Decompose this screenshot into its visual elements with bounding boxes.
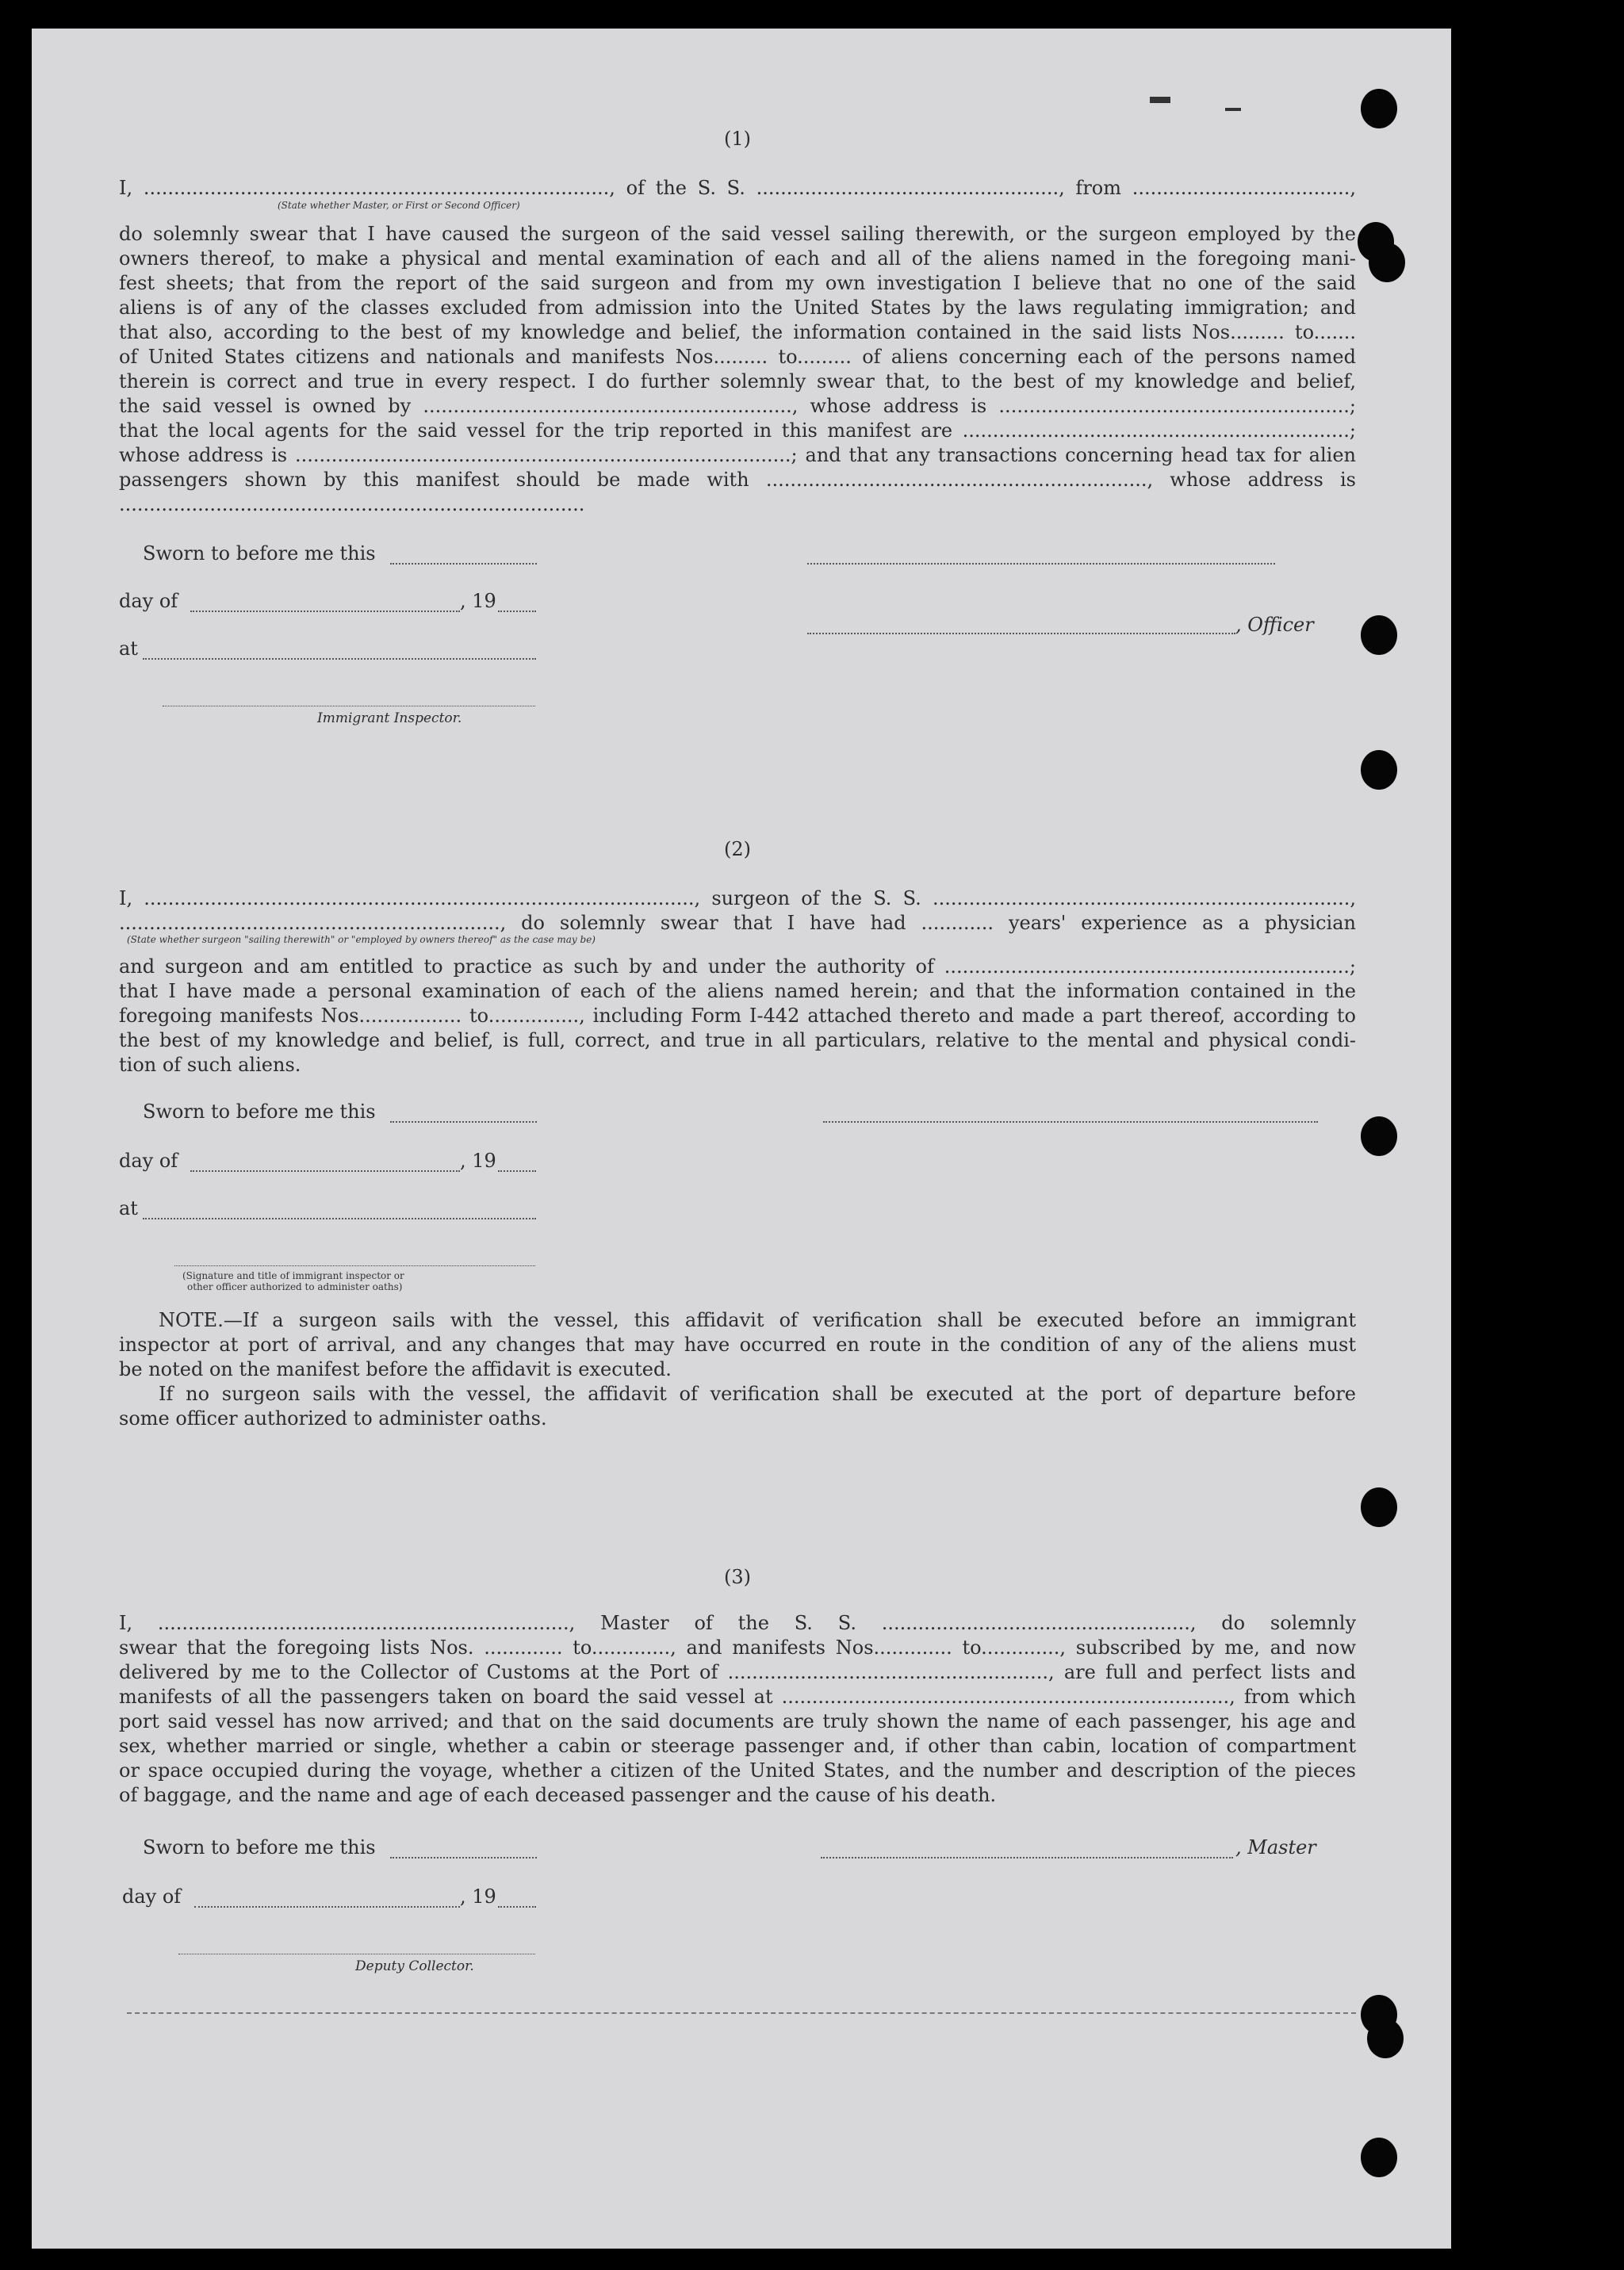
oath-line: delivered by me to the Collector of Customs at the Port of ....................................................., are full and perfect lists and: [119, 1661, 1356, 1683]
oath-line: I, ..........................................................................................., surgeon of the S. S. .....................................................................,: [119, 887, 1356, 909]
officer-signature-line-1: [807, 563, 1275, 565]
day-of-field: [194, 1906, 460, 1908]
oath-line: manifests of all the passengers taken on board the said vessel at .........................................................................., from which: [119, 1686, 1356, 1708]
day-of-label: day of: [119, 1150, 178, 1172]
oath-line: that the local agents for the said vessel for the trip reported in this manifest are ................................................................;: [119, 419, 1356, 442]
oath-line: port said vessel has now arrived; and that on the said documents are truly shown the name of each passenger, his age and: [119, 1710, 1356, 1732]
note-line: be noted on the manifest before the affidavit is executed.: [119, 1358, 672, 1380]
year-label: , 19: [460, 1150, 496, 1172]
sworn-label: Sworn to before me this: [143, 542, 376, 565]
punch-hole: [1361, 89, 1397, 128]
oath-line: and surgeon and am entitled to practice as such by and under the authority of ...................................................................;: [119, 955, 1356, 978]
master-caption: , Master: [1235, 1836, 1316, 1858]
officer-signature-line: [807, 633, 1235, 634]
oath-line: ..............................................................., do solemnly swear that I have had ............ years' experience as a physician: [119, 912, 1356, 934]
oath-line: or space occupied during the voyage, whether a citizen of the United States, and the number and description of the pieces: [119, 1759, 1356, 1782]
oath-line: tion of such aliens.: [119, 1054, 301, 1076]
oath-line: I, ............................................................................., of the S. S. .................................................., from ....................................,: [119, 177, 1356, 199]
officer-signature-line: [174, 1265, 535, 1266]
field-caption: (State whether surgeon "sailing therewith" or "employed by owners thereof" as the case may be): [127, 934, 596, 945]
at-field: [143, 1218, 536, 1219]
inspector-caption: Immigrant Inspector.: [317, 710, 462, 726]
year-field: [498, 611, 536, 612]
oath-line: the best of my knowledge and belief, is full, correct, and true in all particulars, relative to the mental and physical condi-: [119, 1029, 1356, 1051]
oath-line: the said vessel is owned by ............................................................., whose address is ..........................................................;: [119, 395, 1356, 417]
day-of-field: [190, 611, 460, 612]
year-label: , 19: [460, 1885, 496, 1908]
oath-line: .............................................................................: [119, 493, 585, 515]
at-label: at: [119, 1197, 138, 1219]
officer-label: [1235, 614, 1314, 636]
officer-caption: , Officer: [1235, 614, 1314, 636]
punch-hole: [1361, 1487, 1397, 1527]
punch-hole: [1361, 750, 1397, 790]
bottom-rule: [127, 2012, 1356, 2014]
oath-line: that also, according to the best of my knowledge and belief, the information contained in the said lists Nos......... to.......: [119, 321, 1356, 343]
sworn-label: Sworn to before me this: [143, 1101, 376, 1123]
oath-line: passengers shown by this manifest should be made with ..............................................................., whose address is: [119, 469, 1356, 491]
oath-line: of United States citizens and nationals and manifests Nos......... to......... of aliens concerning each of the persons named: [119, 346, 1356, 368]
form-sheet: [32, 29, 1451, 2249]
punch-hole: [1361, 615, 1397, 655]
sworn-date-field: [390, 1857, 537, 1858]
section-number: (3): [724, 1566, 751, 1588]
oath-line: foregoing manifests Nos................. to..............., including Form I-442 attached thereto and made a part thereof, according to: [119, 1005, 1356, 1027]
ink-speck: [1225, 108, 1241, 111]
oath-line: sex, whether married or single, whether a cabin or steerage passenger and, if other than cabin, location of compartment: [119, 1735, 1356, 1757]
signature-caption: other officer authorized to administer oaths): [187, 1281, 403, 1292]
signature-caption: (Signature and title of immigrant inspector or: [182, 1270, 404, 1281]
at-field: [143, 658, 536, 660]
deputy-caption: Deputy Collector.: [355, 1958, 474, 1974]
section-number: (1): [724, 128, 751, 150]
punch-hole: [1367, 2019, 1404, 2058]
at-label: at: [119, 637, 138, 660]
day-of-field: [190, 1170, 460, 1172]
oath-line: of baggage, and the name and age of each deceased passenger and the cause of his death.: [119, 1784, 997, 1806]
master-signature-line: [821, 1857, 1233, 1858]
note-line: NOTE.—If a surgeon sails with the vessel, this affidavit of verification shall be executed before an immigrant: [159, 1309, 1356, 1331]
oath-line: that I have made a personal examination of each of the aliens named herein; and that the information contained in the: [119, 980, 1356, 1002]
master-label: [1235, 1836, 1316, 1858]
oath-line: fest sheets; that from the report of the said surgeon and from my own investigation I believe that no one of the said: [119, 272, 1356, 294]
year-field: [498, 1170, 536, 1172]
oath-line: I, ...................................................................., Master of the S. S. ..................................................., do solemnly: [119, 1612, 1356, 1634]
note-line: inspector at port of arrival, and any changes that may have occurred en route in the condition of any of the aliens must: [119, 1334, 1356, 1356]
day-of-label: day of: [119, 590, 178, 612]
section-number: (2): [724, 838, 751, 860]
oath-line: owners thereof, to make a physical and mental examination of each and all of the aliens named in the foregoing mani-: [119, 247, 1356, 270]
oath-line: therein is correct and true in every respect. I do further solemnly swear that, to the best of my knowledge and belief,: [119, 370, 1356, 392]
day-of-label: day of: [122, 1885, 182, 1908]
punch-hole: [1361, 2138, 1397, 2177]
punch-hole: [1361, 1116, 1397, 1156]
oath-line: aliens is of any of the classes excluded from admission into the United States by the laws regulating immigration; and: [119, 297, 1356, 319]
year-field: [498, 1906, 536, 1908]
sworn-date-field: [390, 563, 537, 565]
ink-speck: [1150, 97, 1170, 103]
note-line: some officer authorized to administer oaths.: [119, 1407, 547, 1430]
surgeon-signature-line: [823, 1121, 1318, 1123]
punch-hole: [1369, 243, 1405, 282]
sworn-label: Sworn to before me this: [143, 1836, 376, 1858]
oath-line: swear that the foregoing lists Nos. ............. to............., and manifests Nos............. to............., subscribed by me, and now: [119, 1636, 1356, 1659]
note-line: If no surgeon sails with the vessel, the affidavit of verification shall be executed at the port of departure before: [159, 1383, 1356, 1405]
oath-line: whose address is ..................................................................................; and that any transactions concerning head tax for alien: [119, 444, 1356, 466]
sworn-date-field: [390, 1121, 537, 1123]
oath-line: do solemnly swear that I have caused the surgeon of the said vessel sailing therewith, or the surgeon employed by the: [119, 223, 1356, 245]
field-caption: (State whether Master, or First or Second Officer): [278, 200, 520, 211]
year-label: , 19: [460, 590, 496, 612]
